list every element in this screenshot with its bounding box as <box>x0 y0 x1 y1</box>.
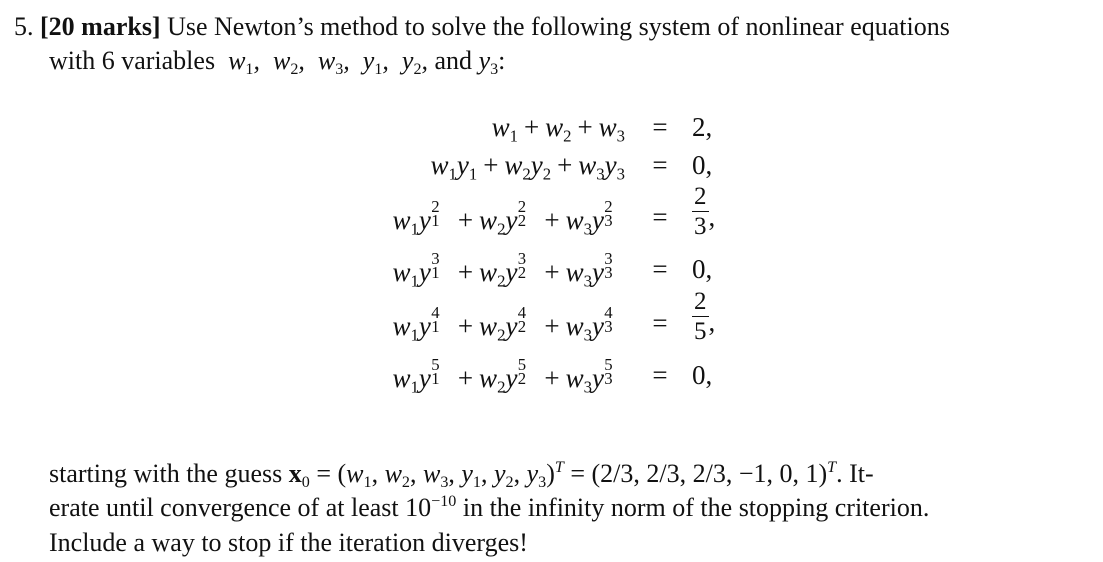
equation-1-lhs: $w_1 + w_2 + w_3$ <box>491 112 625 146</box>
intro-text: Use Newton’s method to solve the following system of nonlinear equations <box>167 12 950 41</box>
fraction-two-thirds: $\frac{2}{3}$ <box>694 183 707 241</box>
closing-text-2b: in the infinity norm of the stopping criterion. <box>456 493 930 522</box>
tolerance-exponent: −10 <box>431 493 457 511</box>
equation-5-equals: = <box>652 308 668 338</box>
marks-label: [20 marks] <box>40 12 161 41</box>
intro-text-2: with 6 variables <box>49 46 216 75</box>
equation-5-lhs: $w_1y$ 4 1 + $w_2y$ 4 2 + $w_3y$ 4 3 <box>392 302 613 345</box>
closing-text-3: Include a way to stop if the iteration diverges! <box>49 528 528 557</box>
guess-value: = (2/3, 2/3, 2/3, −1, 0, 1) <box>570 459 828 488</box>
equation-1-equals: = <box>652 112 668 142</box>
equation-6-lhs: $w_1y$ 5 1 + $w_2y$ 5 2 + $w_3y$ 5 3 <box>392 354 613 397</box>
closing-line-3 <box>49 530 528 556</box>
x0-symbol: x <box>288 459 302 488</box>
equation-3-rhs: $\frac{2}{3}$ , <box>694 183 716 241</box>
equation-4-lhs: $w_1y$ 3 1 + $w_2y$ 3 2 + $w_3y$ 3 3 <box>392 248 613 291</box>
problem-header-line2: with 6 variables $w_1$, $w_2$, $w_3$, $y_1$, $y_2$, and $y_3$: <box>49 46 506 79</box>
equation-2-lhs: $w_1y_1 + w_2y_2 + w_3y_3$ <box>430 150 625 184</box>
closing-line-1: starting with the guess $x_0 = (w_1$, $w_2$, $w_3$, $y_1$, $y_2$, $y_3)^T = (2/3$, 2/3, 2/3, −1, 0, 1)$^T$. It- <box>49 459 874 492</box>
equation-3-lhs: $w_1y$ 2 1 + $w_2y$ 2 2 + $w_3y$ 2 3 <box>392 196 613 239</box>
equation-2-equals: = <box>652 150 668 180</box>
closing-text-1a: starting with the guess <box>49 459 283 488</box>
and-word: and <box>434 46 473 75</box>
equation-1-rhs: 2, <box>692 112 713 142</box>
equation-6-equals: = <box>652 360 668 390</box>
equation-6-rhs: 0, <box>692 360 713 390</box>
problem-header-line1 <box>14 14 950 40</box>
equation-3-equals: = <box>652 202 668 232</box>
fraction-two-fifths: $\frac{2}{5}$ <box>694 288 707 346</box>
closing-text-1b: . It- <box>836 459 874 488</box>
closing-line-2 <box>49 495 929 521</box>
equation-2-rhs: 0, <box>692 150 713 180</box>
equation-5-rhs: $\frac{2}{5}$ , <box>694 288 716 346</box>
equation-4-equals: = <box>652 254 668 284</box>
equation-4-rhs: 0, <box>692 254 713 284</box>
problem-number: 5. <box>14 12 34 41</box>
variable-list: $w_1$, $w_2$, $w_3$, $y_1$, $y_2$, <box>221 46 435 79</box>
closing-text-2a: erate until convergence of at least 10 <box>49 493 432 522</box>
